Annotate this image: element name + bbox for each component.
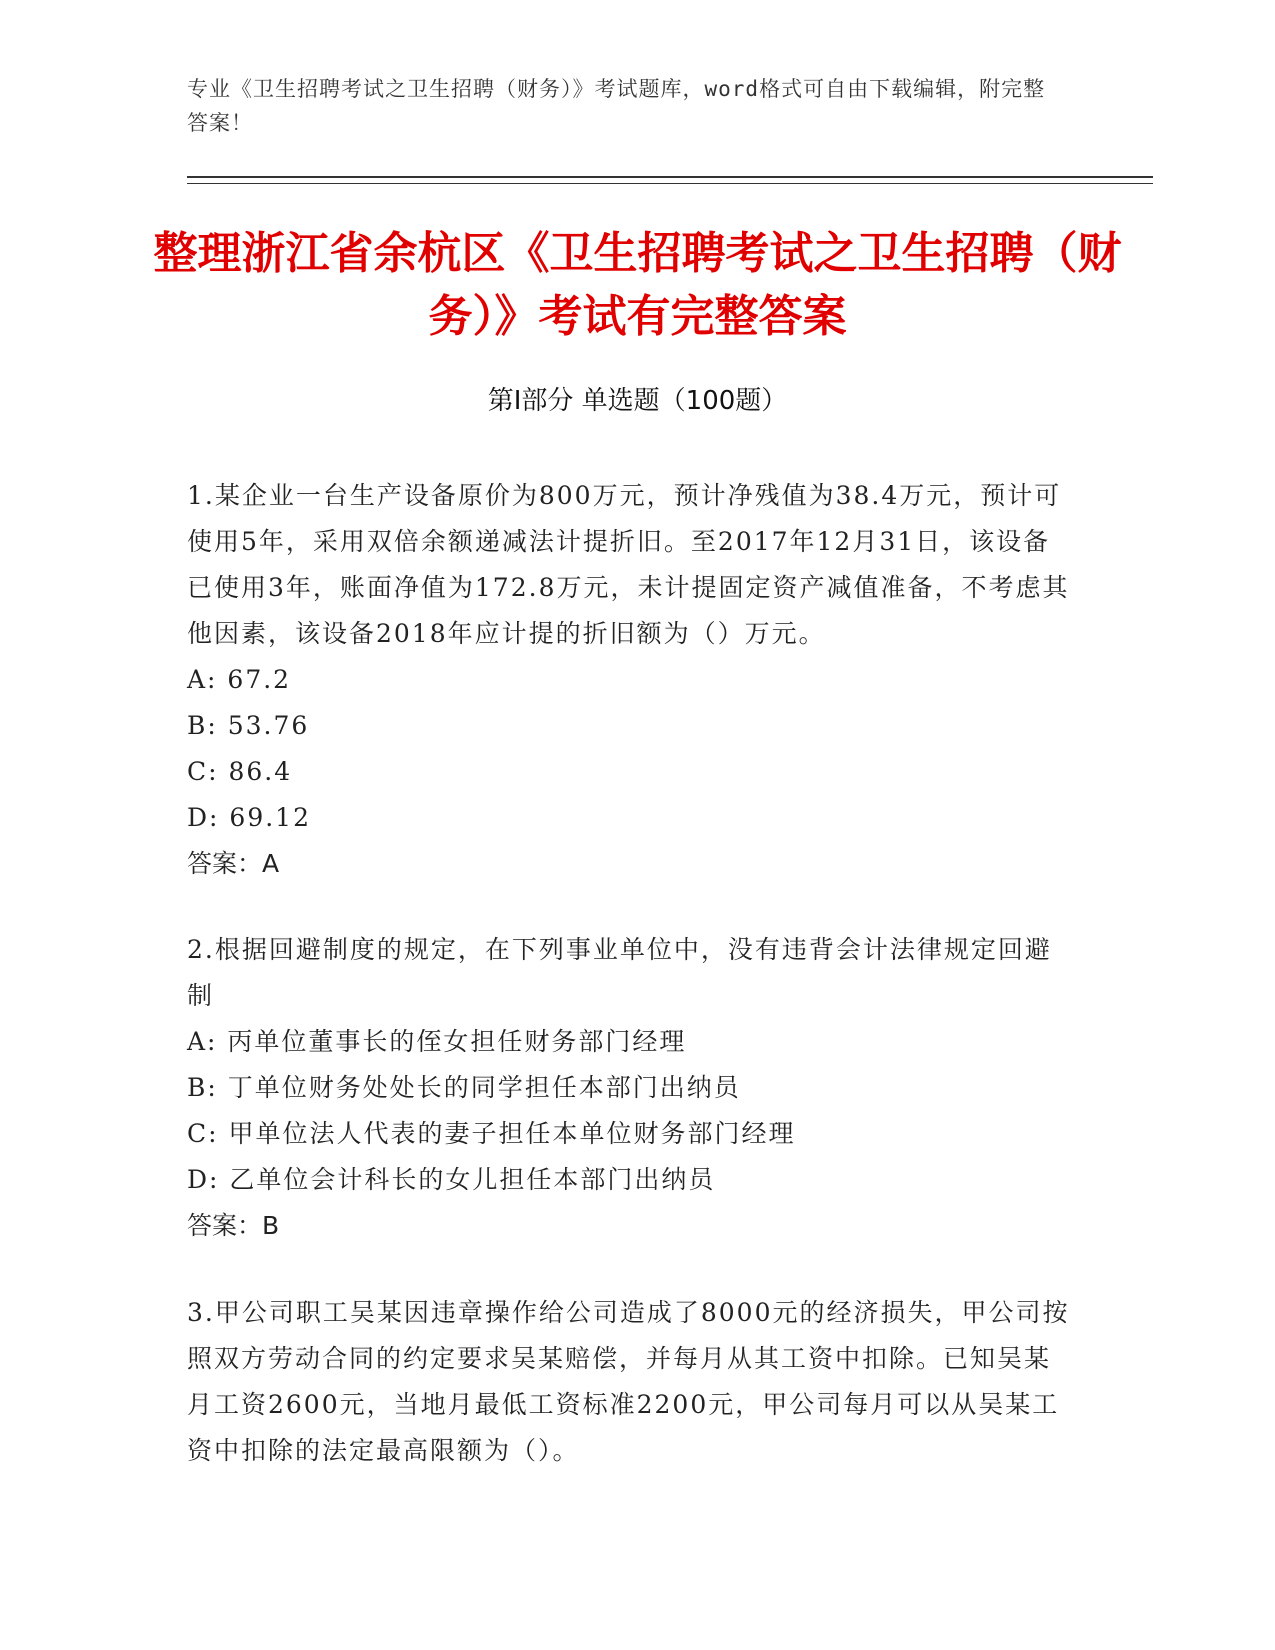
option-c: C: 86.4 (187, 757, 293, 786)
answer: 答案：B (187, 1211, 280, 1240)
question-stem: 3.甲公司职工吴某因违章操作给公司造成了8000元的经济损失，甲公司按照双方劳动合同的约定要求吴某赔偿，并每月从其工资中扣除。已知吴某月工资2600元，当地月最低工资标准2200元，甲公司每月可以从吴某工资中扣除的法定最高限额为（）。 (187, 1298, 1070, 1465)
question-stem: 1.某企业一台生产设备原价为800万元，预计净残值为38.4万元，预计可使用5年，采用双倍余额递减法计提折旧。至2017年12月31日，该设备已使用3年，账面净值为172.8万元，未计提固定资产减值准备，不考虑其他因素，该设备2018年应计提的折旧额为（）万元。 (187, 481, 1070, 648)
header-note: 专业《卫生招聘考试之卫生招聘（财务）》考试题库，word格式可自由下载编辑，附完整答案！ (187, 77, 1046, 135)
header-divider-thin (187, 183, 1153, 184)
question-1 (187, 473, 1077, 887)
question-3 (187, 1290, 1077, 1474)
header-divider-thick (187, 176, 1153, 178)
option-a: A: 丙单位董事长的侄女担任财务部门经理 (187, 1027, 687, 1056)
option-d: D: 乙单位会计科长的女儿担任本部门出纳员 (187, 1165, 716, 1194)
option-b: B: 丁单位财务处处长的同学担任本部门出纳员 (187, 1073, 741, 1102)
answer: 答案：A (187, 849, 280, 878)
question-2 (187, 927, 1077, 1249)
option-c: C: 甲单位法人代表的妻子担任本单位财务部门经理 (187, 1119, 796, 1148)
section-title: 第Ⅰ部分 单选题（100题） (487, 386, 788, 416)
document-title: 整理浙江省余杭区《卫生招聘考试之卫生招聘（财务）》考试有完整答案 (153, 228, 1122, 342)
question-stem: 2.根据回避制度的规定，在下列事业单位中，没有违背会计法律规定回避制 (187, 935, 1052, 1010)
option-d: D: 69.12 (187, 803, 311, 832)
option-b: B: 53.76 (187, 711, 310, 740)
option-a: A: 67.2 (187, 665, 292, 694)
